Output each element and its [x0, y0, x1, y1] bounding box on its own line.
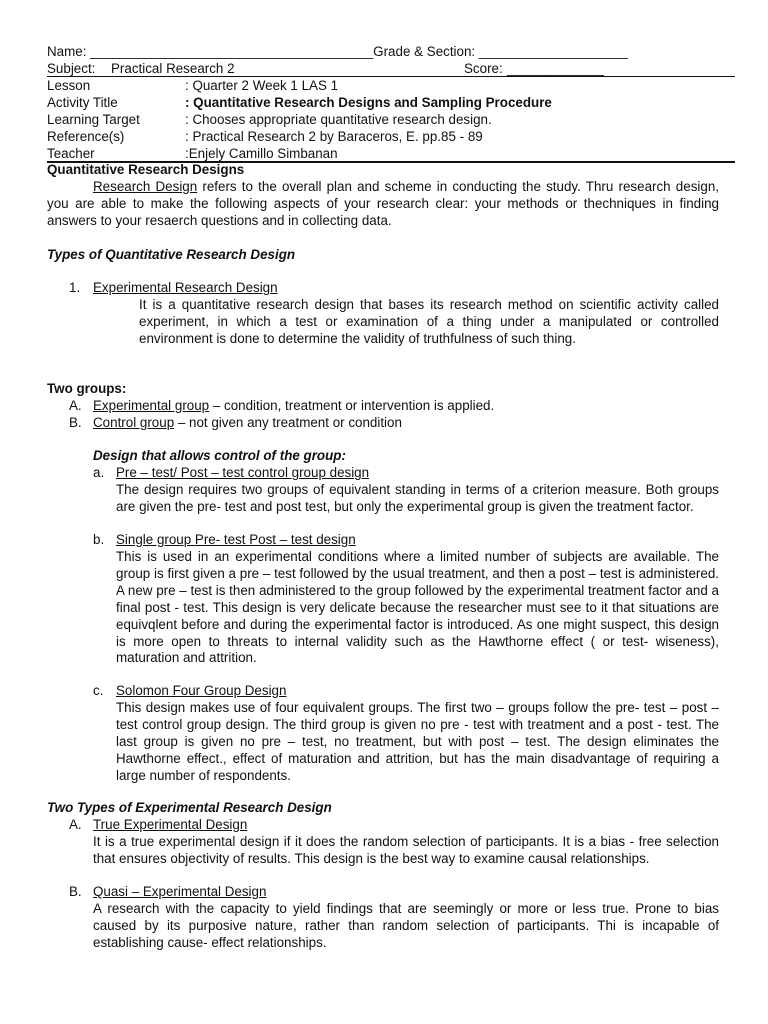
- types-heading: Types of Quantitative Research Design: [47, 247, 296, 262]
- intro-paragraph: [47, 179, 719, 230]
- experimental-group-term: Experimental group: [93, 398, 210, 413]
- type-a-title: True Experimental Design: [93, 817, 248, 832]
- section-title: Quantitative Research Designs: [47, 162, 245, 177]
- learning-target-label: Learning Target: [47, 112, 140, 127]
- activity-title-label: Activity Title: [47, 95, 118, 110]
- control-group-text: – not given any treatment or condition: [174, 415, 402, 430]
- type-a-marker: A.: [69, 817, 82, 832]
- design-c-title: Solomon Four Group Design: [116, 683, 287, 698]
- design-b-title: Single group Pre- test Post – test design: [116, 532, 356, 547]
- experimental-group-text: – condition, treatment or intervention is applied.: [209, 398, 495, 413]
- control-group-term: Control group: [93, 415, 175, 430]
- references-label: Reference(s): [47, 129, 125, 144]
- score-label: Score:: [464, 61, 503, 76]
- name-blank[interactable]: ______________________________________: [90, 44, 374, 59]
- subject-value: Practical Research 2: [111, 61, 235, 76]
- teacher-label: Teacher: [47, 146, 95, 161]
- design-a-marker: a.: [93, 465, 105, 480]
- two-groups-heading: Two groups:: [47, 381, 127, 396]
- design-b-text: This is used in an experimental conditions where a limited number of subjects are available. The group is first given a pre – test followed by the usual treatment, and then a post – test is administered. A new pre – test is then administered to the group followed by the experimental treatment factor and a final post - test. This design is very delicate because the researcher must see to it that situations are equivqlent before and during the experimental factor is introduced. As one might suspect, this design is more open to threats to internal validity such as the Hawthorne effect ( or test- wiseness), maturation and attrition.: [116, 549, 719, 666]
- design-b-marker: b.: [93, 532, 105, 547]
- experimental-text: It is a quantitative research design that bases its research method on scientific activity called experiment, in which a test or examination of a thing under a manipulated or controlled environment is done to determine the validity of truthfulness of such thing.: [139, 297, 719, 346]
- activity-title-value: : Quantitative Research Designs and Sampling Procedure: [185, 95, 552, 110]
- type-b-marker: B.: [69, 884, 82, 899]
- group-b-item: [93, 415, 402, 432]
- experimental-title: Experimental Research Design: [93, 280, 278, 295]
- experimental-number: 1.: [69, 280, 81, 295]
- group-a-item: [93, 398, 494, 415]
- grade-blank[interactable]: ____________________: [478, 44, 628, 59]
- references-value: : Practical Research 2 by Baraceros, E. pp.85 - 89: [185, 129, 483, 144]
- grade-label: Grade & Section:: [373, 44, 479, 59]
- score-blank[interactable]: _____________: [507, 61, 604, 76]
- name-grade-line: [47, 44, 735, 61]
- type-b-text: A research with the capacity to yield findings that are seemingly or more or less true. Prone to bias caused by its purposive nature, rather than random selection of participants. Thi is incapable of establishing cause- effect relationships.: [93, 901, 719, 950]
- design-c-text: This design makes use of four equivalent groups. The first two – groups follow the pre- test – post – test control group design. The third group is given no pre - test with treatment and a post - test. The last group is given no pre – test, no treatment, but with post – test. The design eliminates the Hawthorne effect., effect of maturation and attrition, but has the main disadvantage of requiring a large number of respondents.: [116, 700, 719, 783]
- design-a-title: Pre – test/ Post – test control group design: [116, 465, 370, 480]
- group-b-marker: B.: [69, 415, 82, 430]
- subject-label: Subject:: [47, 61, 96, 76]
- group-a-marker: A.: [69, 398, 82, 413]
- type-b-title: Quasi – Experimental Design: [93, 884, 267, 899]
- lesson-value: : Quarter 2 Week 1 LAS 1: [185, 78, 339, 93]
- design-a-text: The design requires two groups of equivalent standing in terms of a criterion measure. Both groups are given the pre- test and post test, but only the experimental group is given the treatment factor.: [116, 482, 719, 514]
- control-design-heading: Design that allows control of the group:: [93, 448, 346, 463]
- intro-text: refers to the overall plan and scheme in conducting the study. Thru research design, you are able to make the following aspects of your research clear: your methods or thechniques in finding answers to your resaerch questions and in collecting data.: [47, 179, 719, 228]
- learning-target-value: : Chooses appropriate quantitative research design.: [185, 112, 492, 127]
- subject-underline: [47, 76, 735, 77]
- research-design-term: Research Design: [93, 179, 198, 194]
- name-label: Name:: [47, 44, 91, 59]
- type-a-text: It is a true experimental design if it does the random selection of participants. It is a bias - free selection that ensures objectivity of results. This design is the best way to examine causal relationships.: [93, 834, 719, 866]
- design-c-marker: c.: [93, 683, 104, 698]
- lesson-label: Lesson: [47, 78, 91, 93]
- two-types-heading: Two Types of Experimental Research Design: [47, 800, 332, 815]
- teacher-value: :Enjely Camillo Simbanan: [185, 146, 338, 161]
